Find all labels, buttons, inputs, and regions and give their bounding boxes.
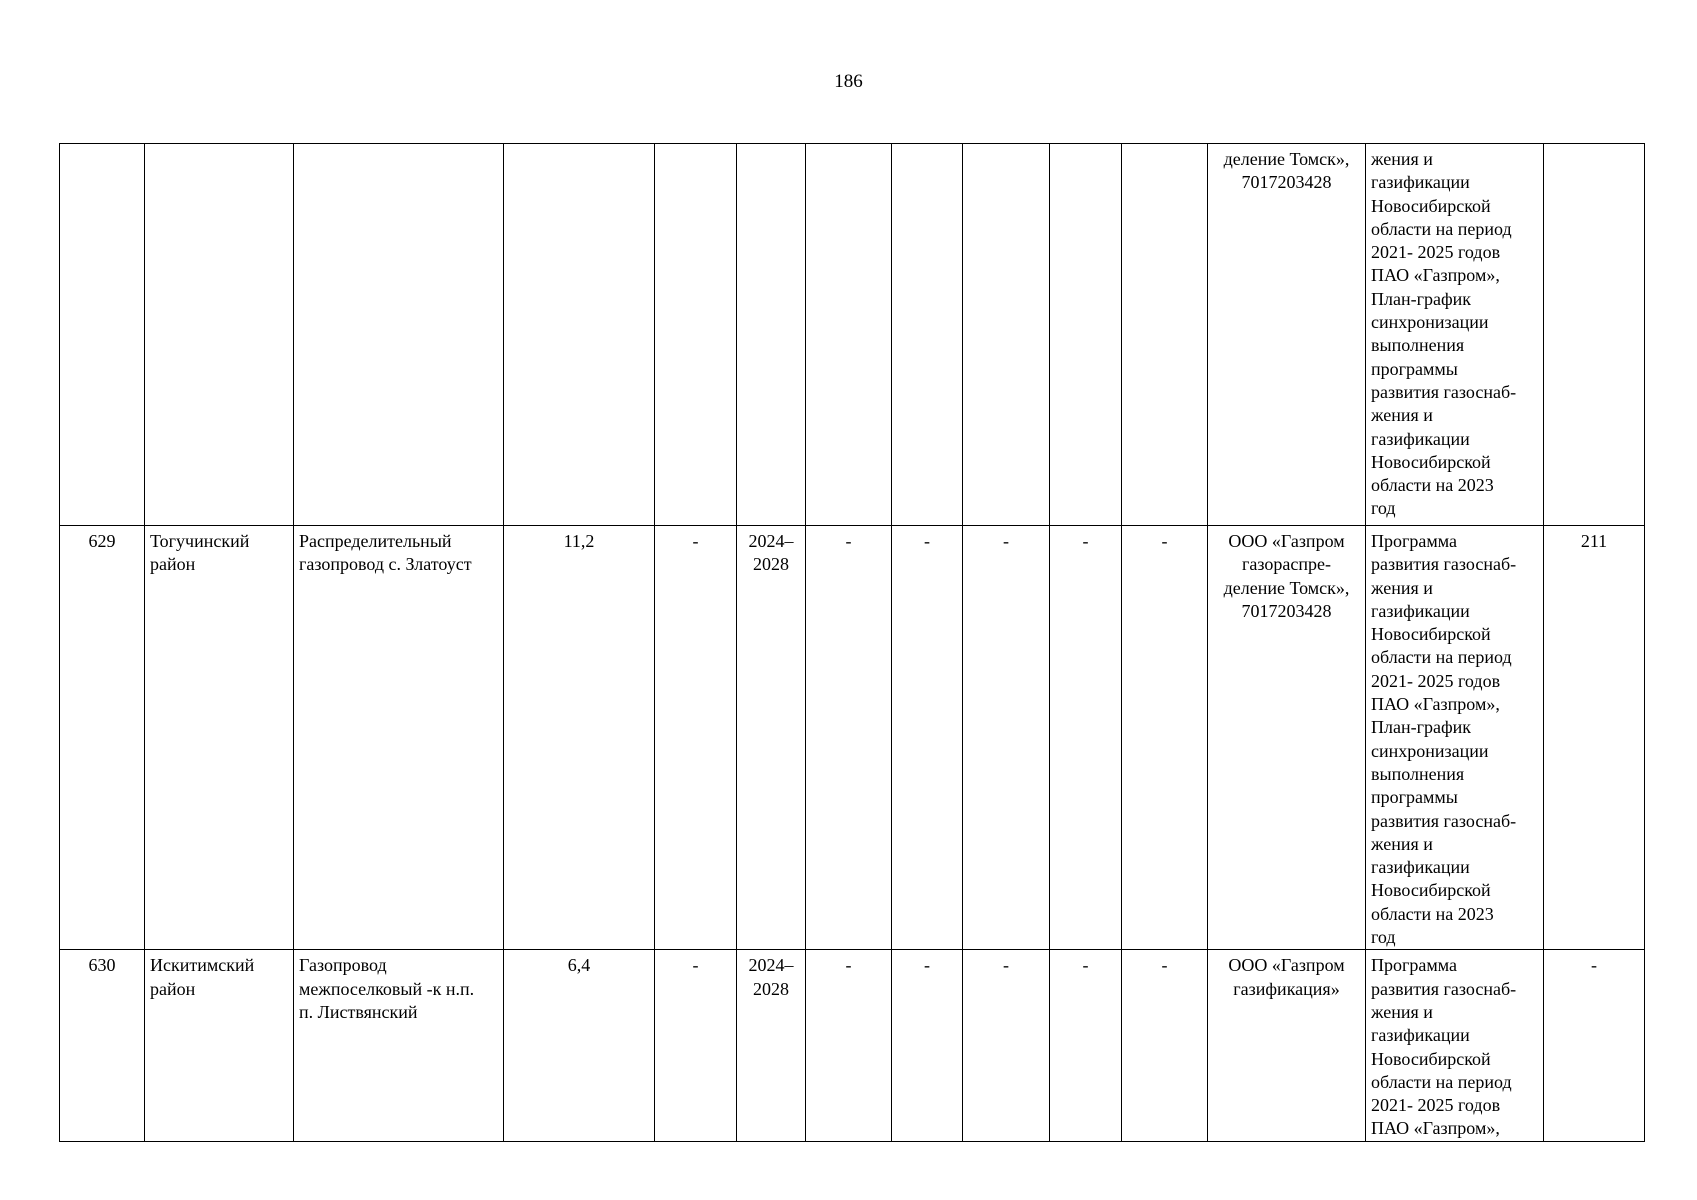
- cell-col11: -: [1122, 950, 1208, 1141]
- cell-object: Распределительный газопровод с. Златоуст: [294, 526, 504, 950]
- gas-pipeline-table: [59, 143, 1645, 1142]
- cell-last: -: [1544, 950, 1645, 1141]
- cell-organization: ООО «Газпром газораспре- деление Томск», 7017203428: [1208, 526, 1366, 950]
- cell-length: 6,4: [504, 950, 655, 1141]
- cell-last: [1544, 144, 1645, 526]
- cell-col5: -: [655, 950, 737, 1141]
- cell-col9: -: [963, 950, 1050, 1141]
- cell-col11: [1122, 144, 1208, 526]
- cell-basis: Программа развития газоснаб- жения и газификации Новосибирской области на период 2021- 2025 годов ПАО «Газпром», План-график синхронизации выполнения программы развития газоснаб- жения и газификации Новосибирской области на 2023 год: [1366, 526, 1544, 950]
- cell-col8: [892, 144, 963, 526]
- cell-length: 11,2: [504, 526, 655, 950]
- cell-col9: -: [963, 526, 1050, 950]
- cell-col9: [963, 144, 1050, 526]
- cell-col7: -: [806, 950, 892, 1141]
- cell-district: Тогучинский район: [145, 526, 294, 950]
- cell-col5: -: [655, 526, 737, 950]
- table-row: [60, 950, 1645, 1141]
- cell-length: [504, 144, 655, 526]
- cell-col8: -: [892, 950, 963, 1141]
- cell-organization: деление Томск», 7017203428: [1208, 144, 1366, 526]
- cell-col10: [1050, 144, 1122, 526]
- cell-col7: [806, 144, 892, 526]
- cell-col10: -: [1050, 950, 1122, 1141]
- cell-district: [145, 144, 294, 526]
- cell-organization: ООО «Газпром газификация»: [1208, 950, 1366, 1141]
- cell-object: [294, 144, 504, 526]
- cell-number: 629: [60, 526, 145, 950]
- cell-col10: -: [1050, 526, 1122, 950]
- cell-col5: [655, 144, 737, 526]
- table-row: [60, 526, 1645, 950]
- cell-object: Газопровод межпоселковый -к н.п. п. Листвянский: [294, 950, 504, 1141]
- cell-period: 2024– 2028: [737, 526, 806, 950]
- cell-last: 211: [1544, 526, 1645, 950]
- cell-period: 2024– 2028: [737, 950, 806, 1141]
- cell-number: 630: [60, 950, 145, 1141]
- cell-col7: -: [806, 526, 892, 950]
- page-number: 186: [834, 71, 863, 92]
- table-row: [60, 144, 1645, 526]
- cell-number: [60, 144, 145, 526]
- cell-period: [737, 144, 806, 526]
- cell-basis: жения и газификации Новосибирской области на период 2021- 2025 годов ПАО «Газпром», План-график синхронизации выполнения программы развития газоснаб- жения и газификации Новосибирской области на 2023 год: [1366, 144, 1544, 526]
- cell-col8: -: [892, 526, 963, 950]
- cell-district: Искитимский район: [145, 950, 294, 1141]
- cell-col11: -: [1122, 526, 1208, 950]
- cell-basis: Программа развития газоснаб- жения и газификации Новосибирской области на период 2021- 2025 годов ПАО «Газпром»,: [1366, 950, 1544, 1141]
